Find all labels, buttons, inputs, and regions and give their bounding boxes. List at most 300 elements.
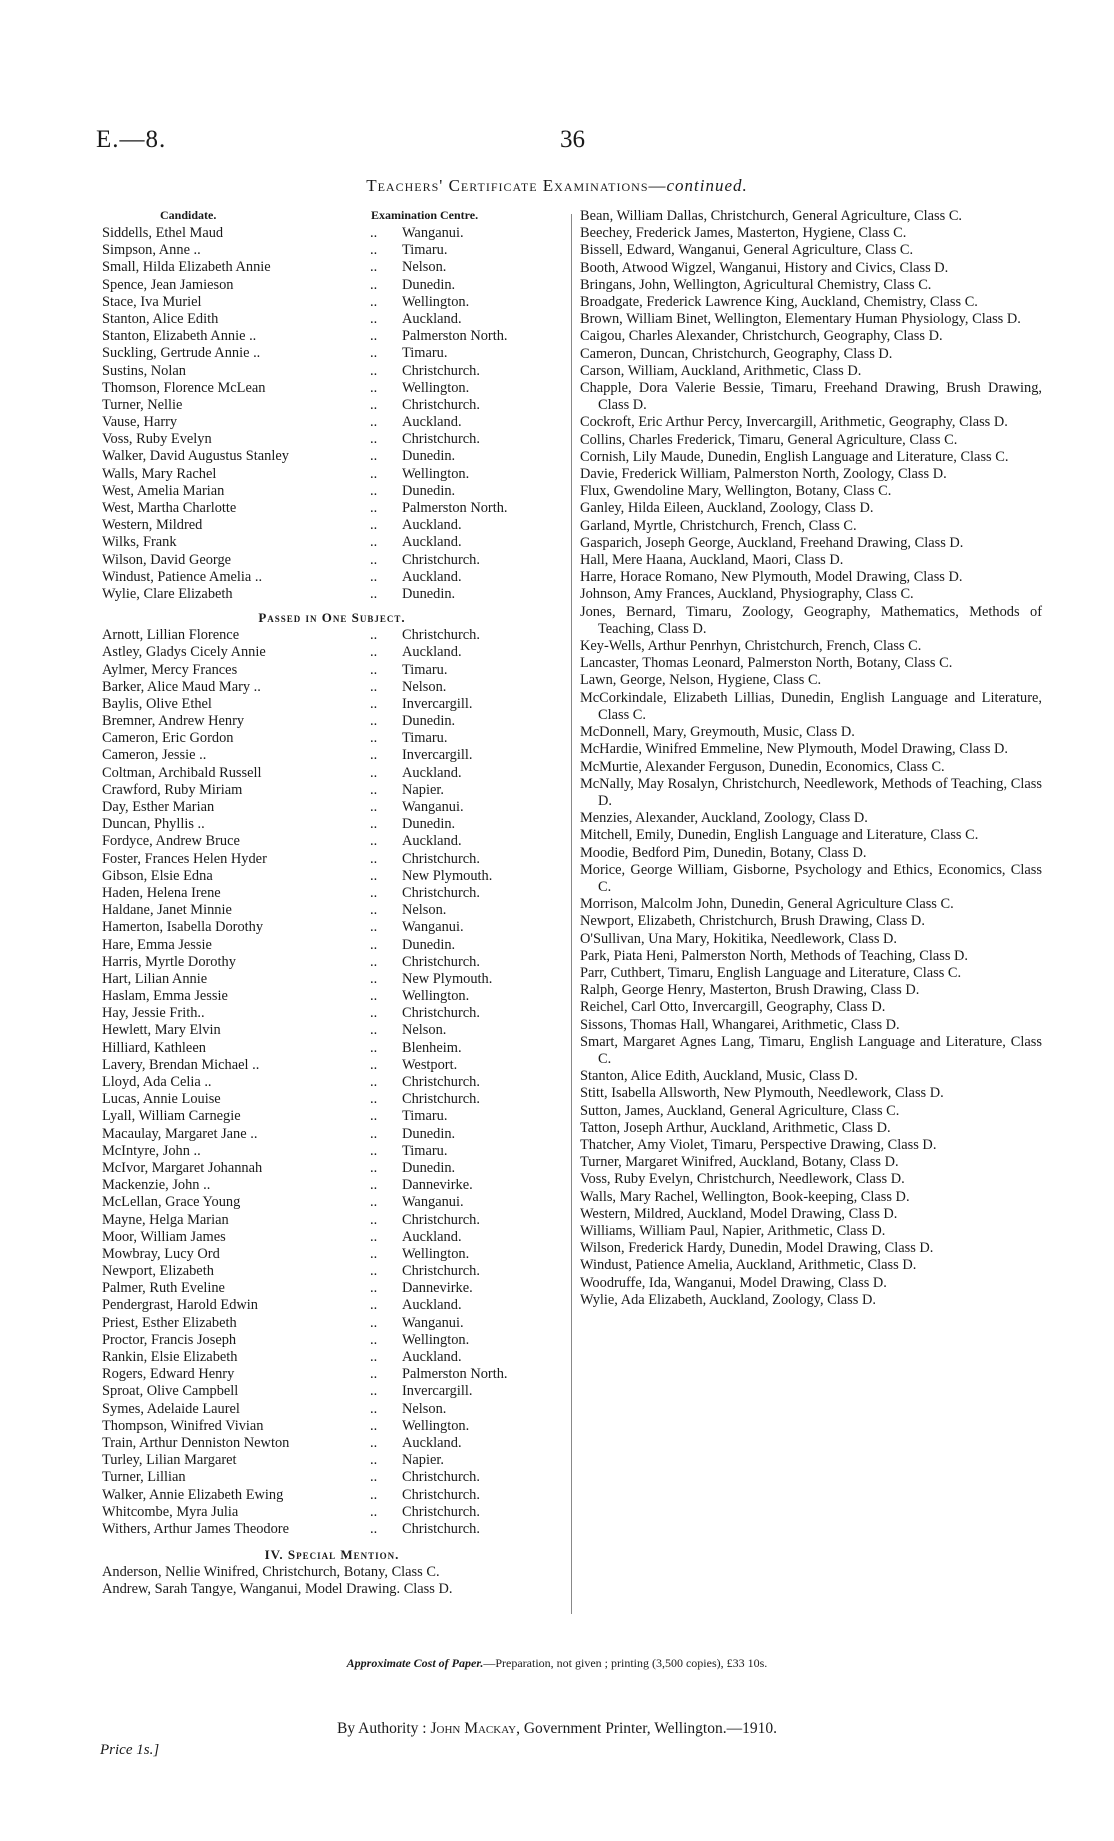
table-row: [102, 765, 562, 782]
candidate-name: Priest, Esther Elizabeth: [102, 1314, 237, 1331]
special-mention-list: [102, 1564, 562, 1598]
exam-centre: Wanganui.: [402, 225, 464, 241]
candidate-name: Turner, Nellie: [102, 396, 183, 413]
exam-centre: Auckland.: [402, 764, 462, 781]
list-item: Ralph, George Henry, Masterton, Brush Drawing, Class D.: [580, 982, 920, 999]
exam-centre: Auckland.: [402, 1434, 462, 1451]
leader-dots: ..: [370, 259, 378, 276]
list-item: Harre, Horace Romano, New Plymouth, Model Drawing, Class D.: [580, 569, 963, 586]
list-item: Windust, Patience Amelia, Auckland, Arithmetic, Class D.: [580, 1257, 917, 1274]
candidate-name: Siddells, Ethel Maud: [102, 225, 224, 241]
table-row: [102, 782, 562, 799]
list-item: Morrison, Malcolm John, Dunedin, General Agriculture Class C.: [580, 896, 954, 913]
table-row: [102, 1160, 562, 1177]
table-row: [102, 328, 562, 345]
table-row: [102, 225, 562, 242]
leader-dots: ..: [370, 1486, 378, 1503]
candidate-name: Stanton, Elizabeth Annie ..: [102, 328, 257, 345]
exam-centre: Blenheim.: [402, 1039, 462, 1056]
exam-centre: Dunedin.: [402, 1159, 456, 1176]
table-row: [102, 311, 562, 328]
table-row: [102, 954, 562, 971]
leader-dots: ..: [370, 988, 378, 1005]
table-row: [102, 1418, 562, 1435]
leader-dots: ..: [370, 747, 378, 764]
list-item: Lancaster, Thomas Leonard, Palmerston North, Botany, Class C.: [580, 655, 953, 672]
exam-centre: Christchurch.: [402, 1263, 480, 1280]
table-row: [102, 242, 562, 259]
candidate-name: Wylie, Clare Elizabeth: [102, 585, 233, 602]
table-row: [102, 1263, 562, 1280]
leader-dots: ..: [370, 1056, 378, 1073]
leader-dots: ..: [370, 1520, 378, 1537]
leader-dots: ..: [370, 293, 378, 310]
list-item: McNally, May Rosalyn, Christchurch, Needlework, Methods of Teaching, Class D.: [580, 775, 1042, 809]
table-row: [102, 1332, 562, 1349]
leader-dots: ..: [370, 816, 378, 833]
list-item: Newport, Elizabeth, Christchurch, Brush Drawing, Class D.: [580, 913, 925, 930]
table-row: [102, 919, 562, 936]
exam-centre: Invercargill.: [402, 1383, 473, 1400]
list-item: Sissons, Thomas Hall, Whangarei, Arithmetic, Class D.: [580, 1016, 900, 1033]
page-number: 36: [560, 126, 585, 153]
candidate-name: Lyall, William Carnegie: [102, 1108, 241, 1125]
list-item: Hall, Mere Haana, Auckland, Maori, Class D.: [580, 552, 844, 569]
list-item: McCorkindale, Elizabeth Lillias, Dunedin, English Language and Literature, Class C.: [580, 689, 1042, 723]
candidate-name: Coltman, Archibald Russell: [102, 764, 262, 781]
exam-centre: Christchurch.: [402, 953, 480, 970]
leader-dots: ..: [370, 379, 378, 396]
candidate-name: Duncan, Phyllis ..: [102, 816, 205, 833]
exam-centre: Christchurch.: [402, 1211, 480, 1228]
leader-dots: ..: [370, 1366, 378, 1383]
exam-centre: Dunedin.: [402, 448, 456, 465]
exam-centre: Nelson.: [402, 902, 447, 919]
candidate-name: Voss, Ruby Evelyn: [102, 431, 212, 448]
leader-dots: ..: [370, 781, 378, 798]
list-item: Park, Piata Heni, Palmerston North, Methods of Teaching, Class D.: [580, 947, 969, 964]
exam-centre: Invercargill.: [402, 747, 473, 764]
list-item: Tatton, Joseph Arthur, Auckland, Arithmetic, Class D.: [580, 1119, 891, 1136]
candidate-name: Whitcombe, Myra Julia: [102, 1503, 239, 1520]
leader-dots: ..: [370, 1228, 378, 1245]
page-title: [0, 176, 1114, 196]
exam-centre: Christchurch.: [402, 551, 480, 568]
exam-centre: Christchurch.: [402, 362, 480, 379]
authority-prefix: By Authority :: [337, 1720, 427, 1737]
exam-centre: Dunedin.: [402, 482, 456, 499]
exam-centre: Christchurch.: [402, 1091, 480, 1108]
table-row: [102, 1108, 562, 1125]
list-item: Caigou, Charles Alexander, Christchurch, Geography, Class D.: [580, 328, 943, 345]
candidate-name: Hay, Jessie Frith..: [102, 1005, 205, 1022]
exam-centre: Nelson.: [402, 1400, 447, 1417]
table-row: [102, 294, 562, 311]
candidate-name: Foster, Frances Helen Hyder: [102, 850, 267, 867]
table-row: [102, 466, 562, 483]
candidate-name: Astley, Gladys Cicely Annie: [102, 644, 266, 661]
leader-dots: ..: [370, 1417, 378, 1434]
exam-centre: Timaru.: [402, 730, 448, 747]
candidate-name: Harris, Myrtle Dorothy: [102, 953, 236, 970]
candidate-name: Train, Arthur Denniston Newton: [102, 1434, 290, 1451]
leader-dots: ..: [370, 627, 378, 644]
candidate-name: West, Amelia Marian: [102, 482, 225, 499]
leader-dots: ..: [370, 695, 378, 712]
list-item: Morice, George William, Gisborne, Psychology and Ethics, Economics, Class C.: [580, 861, 1042, 895]
candidate-name: Walker, David Augustus Stanley: [102, 448, 289, 465]
exam-centre: Wellington.: [402, 1331, 470, 1348]
list-item: Key-Wells, Arthur Penrhyn, Christchurch, French, Class C.: [580, 638, 922, 655]
list-item: Collins, Charles Frederick, Timaru, General Agriculture, Class C.: [580, 431, 958, 448]
table-row: [102, 868, 562, 885]
list-item: Turner, Margaret Winifred, Auckland, Botany, Class D.: [580, 1154, 899, 1171]
candidate-name: Small, Hilda Elizabeth Annie: [102, 259, 271, 276]
list-item: Bringans, John, Wellington, Agricultural Chemistry, Class C.: [580, 276, 932, 293]
leader-dots: ..: [370, 833, 378, 850]
leader-dots: ..: [370, 1177, 378, 1194]
exam-centre: Napier.: [402, 781, 444, 798]
candidate-name: Pendergrast, Harold Edwin: [102, 1297, 258, 1314]
table-row: [102, 414, 562, 431]
table-row: [102, 448, 562, 465]
list-item: Sutton, James, Auckland, General Agriculture, Class C.: [580, 1102, 900, 1119]
leader-dots: ..: [370, 1245, 378, 1262]
list-item: Bean, William Dallas, Christchurch, General Agriculture, Class C.: [580, 208, 963, 224]
list-item: Moodie, Bedford Pim, Dunedin, Botany, Class D.: [580, 844, 867, 861]
special-mention-entry: Andrew, Sarah Tangye, Wanganui, Model Drawing. Class D.: [102, 1581, 453, 1598]
table-row: [102, 1091, 562, 1108]
table-row: [102, 1229, 562, 1246]
exam-centre: Christchurch.: [402, 1074, 480, 1090]
table-row: [102, 1005, 562, 1022]
candidate-name: Western, Mildred: [102, 517, 203, 534]
leader-dots: ..: [370, 310, 378, 327]
leader-dots: ..: [370, 936, 378, 953]
candidate-name: McLellan, Grace Young: [102, 1194, 241, 1211]
list-item: Wylie, Ada Elizabeth, Auckland, Zoology, Class D.: [580, 1291, 876, 1308]
one-subject-list: [102, 627, 562, 1538]
title-continued: continued.: [666, 176, 748, 195]
table-row: [102, 380, 562, 397]
candidate-name: Lavery, Brendan Michael ..: [102, 1056, 260, 1073]
table-row: [102, 988, 562, 1005]
candidate-name: Spence, Jean Jamieson: [102, 276, 234, 293]
leader-dots: ..: [370, 867, 378, 884]
list-item: Cockroft, Eric Arthur Percy, Invercargill, Arithmetic, Geography, Class D.: [580, 414, 1008, 431]
exam-centre: Timaru.: [402, 1108, 448, 1125]
candidate-name: Mackenzie, John ..: [102, 1177, 211, 1194]
list-item: Brown, William Binet, Wellington, Elementary Human Physiology, Class D.: [580, 311, 1021, 328]
left-column: [102, 208, 562, 1598]
table-row: [102, 586, 562, 603]
leader-dots: ..: [370, 1022, 378, 1039]
leader-dots: ..: [370, 1159, 378, 1176]
list-item: Carson, William, Auckland, Arithmetic, Class D.: [580, 362, 862, 379]
exam-centre: Timaru.: [402, 242, 448, 259]
exam-centre: Dunedin.: [402, 936, 456, 953]
leader-dots: ..: [370, 1383, 378, 1400]
table-row: [102, 799, 562, 816]
candidate-name: McIntyre, John ..: [102, 1142, 201, 1159]
leader-dots: ..: [370, 1005, 378, 1022]
exam-centre: Dunedin.: [402, 585, 456, 602]
exam-centre: Auckland.: [402, 1228, 462, 1245]
leader-dots: ..: [370, 1091, 378, 1108]
leader-dots: ..: [370, 730, 378, 747]
document-reference: E.—8.: [96, 126, 167, 153]
list-item: Lawn, George, Nelson, Hygiene, Class C.: [580, 672, 822, 689]
candidate-name: Palmer, Ruth Eveline: [102, 1280, 225, 1297]
list-item: Beechey, Frederick James, Masterton, Hygiene, Class C.: [580, 225, 907, 242]
candidate-name: Thomson, Florence McLean: [102, 379, 266, 396]
table-row: [102, 627, 562, 644]
table-row: [102, 1143, 562, 1160]
table-row: [102, 1057, 562, 1074]
list-item: Stanton, Alice Edith, Auckland, Music, Class D.: [580, 1068, 858, 1085]
candidate-name: Cameron, Jessie ..: [102, 747, 207, 764]
exam-centre: Palmerston North.: [402, 500, 508, 516]
candidate-name: Thompson, Winifred Vivian: [102, 1417, 264, 1434]
table-row: [102, 1212, 562, 1229]
leader-dots: ..: [370, 764, 378, 781]
leader-dots: ..: [370, 568, 378, 585]
candidate-name: Haldane, Janet Minnie: [102, 902, 232, 919]
leader-dots: ..: [370, 1263, 378, 1280]
candidate-name: Sproat, Olive Campbell: [102, 1383, 239, 1400]
candidate-name: Baylis, Olive Ethel: [102, 695, 212, 712]
list-item: Cornish, Lily Maude, Dunedin, English Language and Literature, Class C.: [580, 448, 1009, 465]
exam-centre: Napier.: [402, 1452, 444, 1469]
leader-dots: ..: [370, 1503, 378, 1520]
exam-centre: Christchurch.: [402, 1469, 480, 1486]
list-item: Flux, Gwendoline Mary, Wellington, Botany, Class C.: [580, 483, 892, 500]
exam-centre: Dunedin.: [402, 713, 456, 730]
leader-dots: ..: [370, 1349, 378, 1365]
table-row: [102, 1469, 562, 1486]
table-row: [102, 937, 562, 954]
leader-dots: ..: [370, 1194, 378, 1211]
leader-dots: ..: [370, 414, 378, 431]
list-item: Parr, Cuthbert, Timaru, English Language and Literature, Class C.: [580, 964, 962, 981]
candidate-name: Haslam, Emma Jessie: [102, 988, 228, 1005]
exam-centre: Wanganui.: [402, 1194, 464, 1211]
exam-centre: Auckland.: [402, 644, 462, 661]
candidate-name: Sustins, Nolan: [102, 362, 186, 379]
list-item: Davie, Frederick William, Palmerston North, Zoology, Class D.: [580, 466, 947, 483]
table-row: [102, 1452, 562, 1469]
table-row: [102, 1194, 562, 1211]
exam-centre: Timaru.: [402, 661, 448, 678]
table-row: [102, 1435, 562, 1452]
list-item: McHardie, Winifred Emmeline, New Plymouth, Model Drawing, Class D.: [580, 741, 1009, 758]
candidate-name: Vause, Harry: [102, 414, 178, 431]
leader-dots: ..: [370, 902, 378, 919]
exam-centre: Palmerston North.: [402, 328, 508, 345]
table-row: [102, 552, 562, 569]
candidate-name: Wilson, David George: [102, 551, 232, 568]
leader-dots: ..: [370, 678, 378, 695]
exam-centre: Auckland.: [402, 517, 462, 534]
list-item: Bissell, Edward, Wanganui, General Agriculture, Class C.: [580, 242, 914, 259]
list-item: Reichel, Carl Otto, Invercargill, Geography, Class D.: [580, 999, 886, 1016]
table-row: [102, 1280, 562, 1297]
table-row: [102, 1040, 562, 1057]
leader-dots: ..: [370, 242, 378, 259]
exam-centre: Christchurch.: [402, 1520, 480, 1537]
candidate-name: Mayne, Helga Marian: [102, 1211, 229, 1228]
leader-dots: ..: [370, 482, 378, 499]
leader-dots: ..: [370, 1280, 378, 1297]
leader-dots: ..: [370, 884, 378, 901]
table-row: [102, 1521, 562, 1538]
list-item: Western, Mildred, Auckland, Model Drawing, Class D.: [580, 1205, 898, 1222]
candidate-name: Simpson, Anne ..: [102, 242, 201, 259]
leader-dots: ..: [370, 1039, 378, 1056]
exam-centre: Wellington.: [402, 1417, 470, 1434]
candidate-name: McIvor, Margaret Johannah: [102, 1159, 263, 1176]
exam-centre: Nelson.: [402, 678, 447, 695]
leader-dots: ..: [370, 1211, 378, 1228]
exam-centre: Nelson.: [402, 259, 447, 276]
list-item: Smart, Margaret Agnes Lang, Timaru, English Language and Literature, Class C.: [580, 1033, 1042, 1067]
candidate-name: Turner, Lillian: [102, 1469, 186, 1486]
exam-centre: Christchurch.: [402, 396, 480, 413]
exam-centre: Westport.: [402, 1056, 458, 1073]
special-mention-heading: IV. Special Mention.: [264, 1547, 400, 1563]
list-item: Menzies, Alexander, Auckland, Zoology, Class D.: [580, 810, 868, 827]
table-row: [102, 644, 562, 661]
exam-centre: New Plymouth.: [402, 867, 493, 884]
leader-dots: ..: [370, 1142, 378, 1159]
table-row: [102, 885, 562, 902]
exam-centre: Timaru.: [402, 345, 448, 362]
candidate-name: Cameron, Eric Gordon: [102, 730, 234, 747]
table-row: [102, 483, 562, 500]
table-row: [102, 833, 562, 850]
exam-centre: Wellington.: [402, 379, 470, 396]
list-item: Broadgate, Frederick Lawrence King, Auckland, Chemistry, Class C.: [580, 294, 978, 311]
list-item: Wilson, Frederick Hardy, Dunedin, Model Drawing, Class D.: [580, 1240, 934, 1257]
candidate-name: Day, Esther Marian: [102, 799, 215, 815]
table-row: [102, 679, 562, 696]
candidate-name: Rankin, Elsie Elizabeth: [102, 1349, 238, 1365]
exam-centre: Auckland.: [402, 568, 462, 585]
candidate-name: Stace, Iva Muriel: [102, 293, 202, 310]
leader-dots: ..: [370, 225, 378, 241]
candidate-name: Hamerton, Isabella Dorothy: [102, 919, 264, 936]
candidate-name: Lloyd, Ada Celia ..: [102, 1074, 212, 1090]
exam-centre: Nelson.: [402, 1022, 447, 1039]
leader-dots: ..: [370, 1108, 378, 1125]
list-item: Thatcher, Amy Violet, Timaru, Perspective Drawing, Class D.: [580, 1136, 937, 1153]
list-item: Mitchell, Emily, Dunedin, English Language and Literature, Class C.: [580, 827, 979, 844]
candidate-name: Rogers, Edward Henry: [102, 1366, 235, 1383]
exam-centre: Auckland.: [402, 833, 462, 850]
exam-centre: Dunedin.: [402, 276, 456, 293]
candidate-name: Newport, Elizabeth: [102, 1263, 214, 1280]
candidate-name: Mowbray, Lucy Ord: [102, 1245, 220, 1262]
exam-centre: Christchurch.: [402, 1005, 480, 1022]
leader-dots: ..: [370, 850, 378, 867]
exam-centre: Christchurch.: [402, 850, 480, 867]
table-row: [102, 971, 562, 988]
exam-centre: Wellington.: [402, 465, 470, 482]
price-note: Price 1s.]: [100, 1742, 160, 1758]
table-row: [102, 851, 562, 868]
printer-name: John Mackay,: [430, 1720, 520, 1737]
exam-centre: Christchurch.: [402, 1503, 480, 1520]
exam-centre: Wellington.: [402, 293, 470, 310]
candidate-name: Fordyce, Andrew Bruce: [102, 833, 240, 850]
table-row: [102, 277, 562, 294]
candidate-name: Bremner, Andrew Henry: [102, 713, 245, 730]
candidate-name: Lucas, Annie Louise: [102, 1091, 221, 1108]
candidate-name: Haden, Helena Irene: [102, 884, 221, 901]
exam-centre: Auckland.: [402, 1297, 462, 1314]
exam-centre: Christchurch.: [402, 884, 480, 901]
list-item: O'Sullivan, Una Mary, Hokitika, Needlework, Class D.: [580, 930, 898, 947]
table-row: [102, 1074, 562, 1091]
exam-centre: Auckland.: [402, 310, 462, 327]
table-row: [102, 363, 562, 380]
leader-dots: ..: [370, 970, 378, 987]
list-item: Woodruffe, Ida, Wanganui, Model Drawing, Class D.: [580, 1274, 887, 1291]
exam-centre: Timaru.: [402, 1142, 448, 1159]
candidate-name: Symes, Adelaide Laurel: [102, 1400, 240, 1417]
candidate-name: Wilks, Frank: [102, 534, 177, 551]
leader-dots: ..: [370, 345, 378, 362]
leader-dots: ..: [370, 799, 378, 815]
leader-dots: ..: [370, 465, 378, 482]
list-item: Ganley, Hilda Eileen, Auckland, Zoology, Class D.: [580, 500, 874, 517]
candidate-name: Aylmer, Mercy Frances: [102, 661, 238, 678]
table-row: [102, 431, 562, 448]
candidate-name: Moor, William James: [102, 1228, 226, 1245]
leader-dots: ..: [370, 551, 378, 568]
leader-dots: ..: [370, 396, 378, 413]
leader-dots: ..: [370, 534, 378, 551]
table-row: [102, 1246, 562, 1263]
leader-dots: ..: [370, 1331, 378, 1348]
candidate-name: Arnott, Lillian Florence: [102, 627, 240, 644]
footnote-label: Approximate Cost of Paper.: [346, 1656, 484, 1670]
leader-dots: ..: [370, 1314, 378, 1331]
table-row: [102, 397, 562, 414]
list-item: Cameron, Duncan, Christchurch, Geography, Class D.: [580, 345, 893, 362]
leader-dots: ..: [370, 500, 378, 516]
passed-list: [102, 225, 562, 603]
list-item: Johnson, Amy Frances, Auckland, Physiography, Class C.: [580, 586, 914, 603]
table-row: [102, 1504, 562, 1521]
authority-rest: Government Printer, Wellington.—1910.: [523, 1720, 777, 1737]
leader-dots: ..: [370, 362, 378, 379]
exam-centre: Dunedin.: [402, 816, 456, 833]
exam-centre: Wanganui.: [402, 919, 464, 936]
candidate-name: Crawford, Ruby Miriam: [102, 781, 243, 798]
leader-dots: ..: [370, 517, 378, 534]
exam-centre: Christchurch.: [402, 431, 480, 448]
footnote-text: —Preparation, not given ; printing (3,500 copies), £33 10s.: [483, 1656, 768, 1670]
candidate-name: Stanton, Alice Edith: [102, 310, 219, 327]
table-row: [102, 500, 562, 517]
table-row: [102, 569, 562, 586]
exam-centre: Invercargill.: [402, 695, 473, 712]
leader-dots: ..: [370, 953, 378, 970]
exam-centre: Christchurch.: [402, 1486, 480, 1503]
candidate-name: Hewlett, Mary Elvin: [102, 1022, 221, 1039]
leader-dots: ..: [370, 1400, 378, 1417]
